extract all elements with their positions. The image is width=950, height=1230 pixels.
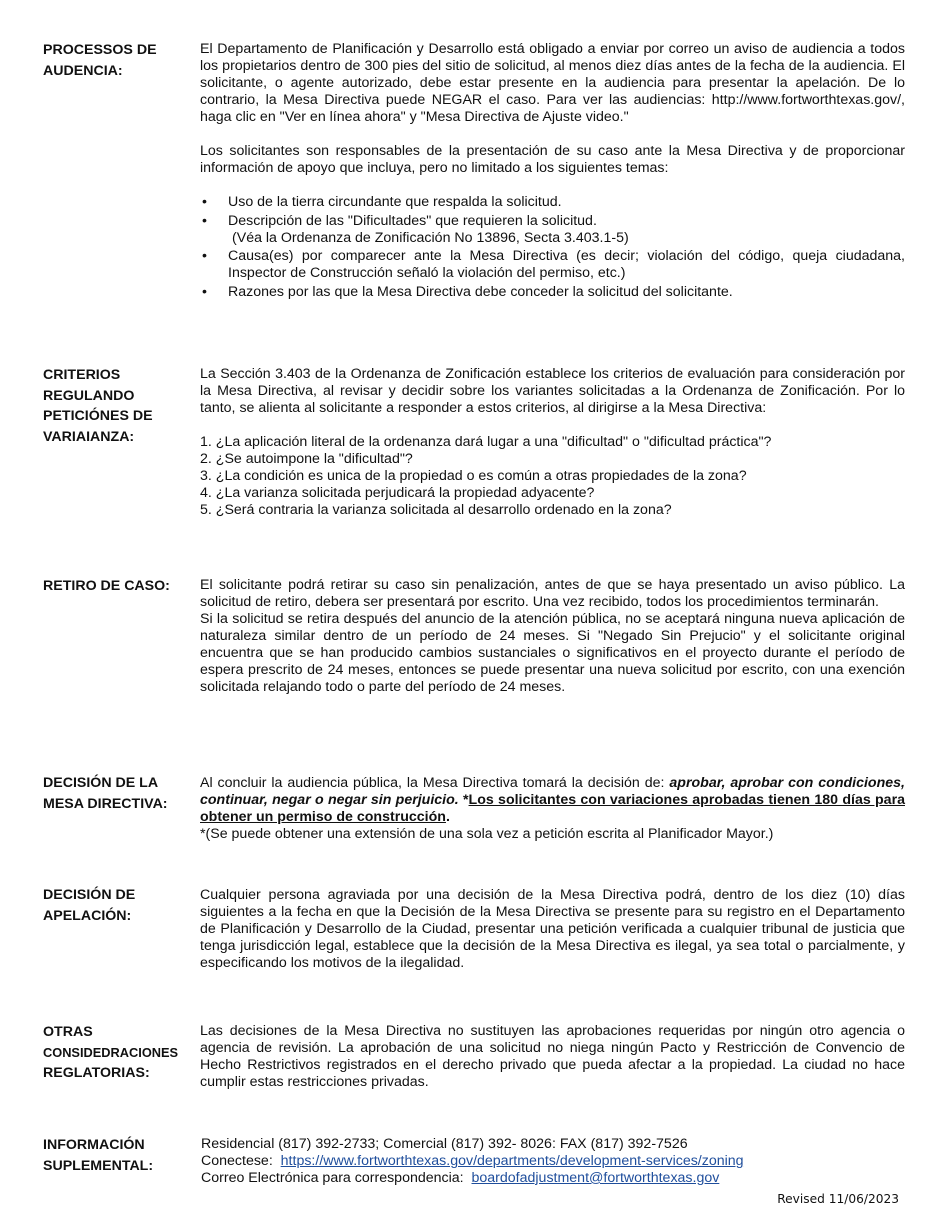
label-line: REGLATORIAS:	[43, 1065, 150, 1081]
list-item: 5. ¿Será contraria la varianza solicitada al desarrollo ordenado en la zona?	[200, 502, 672, 518]
paragraph: Cualquier persona agraviada por una decisión de la Mesa Directiva podrá, dentro de los diez (10) días siguientes a la fecha en que la Decisión de la Mesa Directiva se presente para su registro en el Departamento de Planificación y Desarrollo de la Ciudad, presentar una petición verificada a cualquier tribunal de justicia que tenga jurisdicción legal, establece que la decisión de la Mesa Directiva es ilegal, ya sea total o parcialmente, y especificando los motivos de la ilegalidad.	[200, 887, 905, 971]
label-line: CRITERIOS	[43, 367, 121, 383]
permit-deadline-note: Los solicitantes con variaciones aprobadas tienen 180 días para obtener un permiso de construcción	[200, 792, 905, 825]
phone-numbers: Residencial (817) 392-2733; Comercial (817) 392- 8026: FAX (817) 392-7526	[201, 1136, 688, 1152]
section-label	[43, 576, 198, 597]
section-content	[200, 577, 905, 696]
connect-line: Conectese: https://www.fortworthtexas.gov/departments/development-services/zoning	[201, 1153, 744, 1169]
revised-date: Revised 11/06/2023	[777, 1192, 899, 1206]
section-content	[200, 775, 905, 843]
label-line: DECISIÓN DE	[43, 887, 136, 903]
zoning-website-link[interactable]: https://www.fortworthtexas.gov/departments/development-services/zoning	[280, 1153, 744, 1169]
bullet-icon: •	[202, 248, 207, 264]
label-line: VARIAIANZA:	[43, 428, 135, 445]
paragraph: Las decisiones de la Mesa Directiva no sustituyen las aprobaciones requeridas por ningún otro agencia o agencia de revisión. La aprobación de una solicitud no niega ningún Pacto y Restricción de Convencio de Hecho Restrictivos registrados en el derecho privado que pueda afectar a la propiedad. La ciudad no hace cumplir estas restricciones privadas.	[200, 1023, 905, 1090]
list-item: 4. ¿La varianza solicitada perjudicará la propiedad adyacente?	[200, 485, 595, 501]
paragraph: Si la solicitud se retira después del anuncio de la atención pública, no se aceptará ninguna nueva aplicación de naturaleza similar dentro de un período de 24 meses. Si "Negado Sin Prejucio" y el solicitante original encuentra que se han producido cambios sustanciales o significativos en el proyecto durante el período de espera prescrito de 24 meses, entonces se puede presentar una nueva solicitud por escrito, con una exención solicitada relajando todo o parte del período de 24 meses.	[200, 611, 905, 695]
section-label	[43, 1135, 198, 1176]
email-line: Correo Electrónica para correspondencia: boardofadjustment@fortworthtexas.gov	[201, 1170, 720, 1186]
list-item: 3. ¿La condición es unica de la propiedad o es común a otras propiedades de la zona?	[200, 468, 747, 484]
label-line: CONSIDEDRACIONES	[43, 1044, 179, 1060]
email-link[interactable]: boardofadjustment@fortworthtexas.gov	[471, 1170, 720, 1186]
section-label	[43, 40, 198, 81]
section-content	[200, 41, 905, 302]
section-content	[200, 887, 905, 972]
bullet-icon: •	[202, 283, 207, 300]
bullet-list	[200, 194, 905, 301]
paragraph: La Sección 3.403 de la Ordenanza de Zonificación establece los criterios de evaluación para consideración por la Mesa Directiva, al revisar y decidir sobre los variantes solicitadas a la Ordenanza de Zonificación. Por lo tanto, se alienta al solicitante a responder a estos criterios, al dirigirse a la Mesa Directiva:	[200, 366, 905, 416]
list-item: • Razones por las que la Mesa Directiva debe conceder la solicitud del solicitante.	[202, 283, 733, 300]
paragraph: El solicitante podrá retirar su caso sin penalización, antes de que se haya presentado un aviso público. La solicitud de retiro, debera ser presentará por escrito. Una vez recibido, todos los procedimientos terminarán.	[200, 577, 905, 610]
bullet-icon: •	[202, 212, 207, 229]
section-content	[201, 1136, 906, 1187]
decision-options: aprobar, aprobar con condiciones, continuar, negar o negar sin perjuicio.	[200, 775, 905, 808]
label-line: INFORMACIÓN	[43, 1137, 145, 1153]
section-label	[43, 773, 198, 814]
label-line: AUDENCIA:	[43, 62, 123, 79]
label-line: APELACIÓN:	[43, 907, 132, 924]
label-line: PETICIÓNES DE	[43, 408, 153, 424]
label-line: MESA DIRECTIVA:	[43, 795, 168, 812]
section-label	[43, 885, 198, 926]
label-line: SUPLEMENTAL:	[43, 1157, 154, 1174]
bullet-icon: •	[202, 194, 207, 210]
label-line: REGULANDO	[43, 387, 135, 404]
footnote: *(Se puede obtener una extensión de una sola vez a petición escrita al Planificador Mayor.)	[200, 826, 774, 842]
list-item: • Causa(es) por comparecer ante la Mesa Directiva (es decir; violación del código, queja ciudadana, Inspector de Construcción señaló la violación del permiso, etc.)	[202, 248, 905, 281]
list-item: • Uso de la tierra circundante que respalda la solicitud.	[202, 194, 562, 210]
label-line: RETIRO DE CASO:	[43, 578, 170, 594]
paragraph: Al concluir la audiencia pública, la Mesa Directiva tomará la decisión de: aprobar, aprobar con condiciones, continuar, negar o negar sin perjuicio. *Los solicitantes con variaciones aprobadas tienen 180 días para obtener un permiso de construcción.	[200, 775, 905, 825]
list-item: 1. ¿La aplicación literal de la ordenanza dará lugar a una "dificultad" o "dificultad práctica"?	[200, 434, 772, 450]
list-item: • Descripción de las "Dificultades" que requieren la solicitud. (Véa la Ordenanza de Zonificación No 13896, Secta 3.403.1-5)	[202, 212, 629, 246]
list-item: 2. ¿Se autoimpone la "dificultad"?	[200, 451, 413, 467]
label-line: DECISIÓN DE LA	[43, 775, 159, 791]
section-content	[200, 1023, 905, 1091]
paragraph: El Departamento de Planificación y Desarrollo está obligado a enviar por correo un aviso de audiencia a todos los propietarios dentro de 300 pies del sitio de solicitud, al menos diez días antes de la fecha de la audiencia. El solicitante, o agente autorizado, debe estar presente en la audiencia para presentar la apelación. De lo contrario, la Mesa Directiva puede NEGAR el caso. Para ver las audiencias: http://www.fortworthtexas.gov/, haga clic en "Ver en línea ahora" y "Mesa Directiva de Ajuste video."	[200, 41, 905, 125]
label-line: OTRAS	[43, 1024, 93, 1040]
section-content	[200, 366, 905, 519]
label-line: PROCESSOS DE	[43, 42, 157, 58]
section-label	[43, 365, 198, 447]
section-label	[43, 1022, 198, 1084]
paragraph: Los solicitantes son responsables de la presentación de su caso ante la Mesa Directiva y de proporcionar información de apoyo que incluya, pero no limitado a los siguientes temas:	[200, 143, 905, 176]
criteria-list	[200, 434, 905, 519]
